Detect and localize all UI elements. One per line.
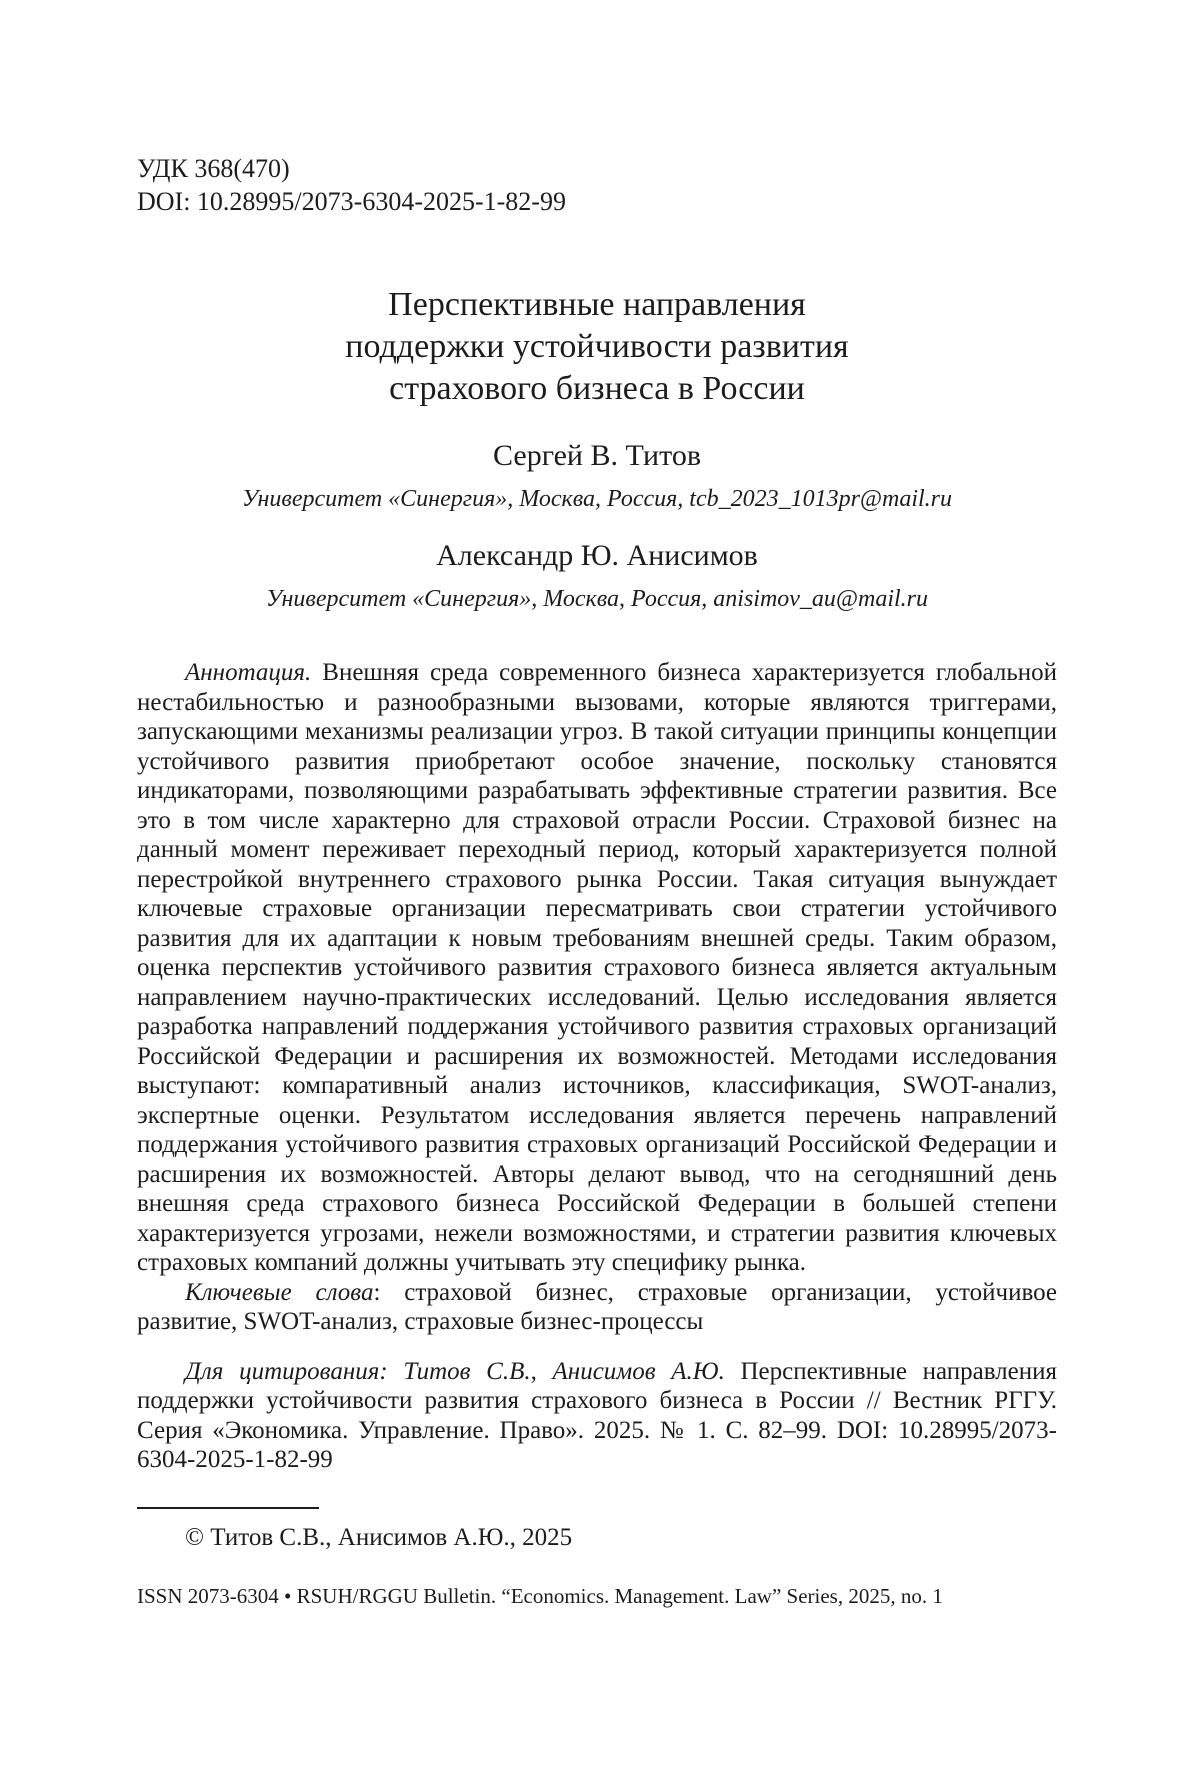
title-line-3: страхового бизнеса в России xyxy=(137,368,1057,410)
keywords-text: : страховой бизнес, страховые организации, устойчивое развитие, SWOT-анализ, страховые бизнес-процессы xyxy=(137,1279,1057,1336)
article-meta xyxy=(137,152,1057,218)
title-line-2: поддержки устойчивости развития xyxy=(137,326,1057,368)
journal-footer: ISSN 2073-6304 • RSUH/RGGU Bulletin. “Economics. Management. Law” Series, 2025, no. 1 xyxy=(137,1583,1057,1609)
footnote-divider xyxy=(137,1507,319,1509)
author-affiliation: Университет «Синергия», Москва, Россия, anisimov_au@mail.ru xyxy=(137,584,1057,614)
author-name: Александр Ю. Анисимов xyxy=(137,538,1057,574)
abstract xyxy=(137,658,1057,1278)
author-affiliation: Университет «Синергия», Москва, Россия, tcb_2023_1013pr@mail.ru xyxy=(137,484,1057,514)
udk-code: УДК 368(470) xyxy=(137,152,1057,185)
copyright-notice: © Титов С.В., Анисимов А.Ю., 2025 xyxy=(137,1523,1057,1553)
citation-label: Для цитирования: Титов С.В., Анисимов А.Ю. xyxy=(185,1358,725,1385)
author-name: Сергей В. Титов xyxy=(137,438,1057,474)
article-title xyxy=(137,284,1057,410)
keywords xyxy=(137,1278,1057,1337)
citation xyxy=(137,1357,1057,1475)
abstract-text: Внешняя среда современного бизнеса характеризуется глобальной нестабильностью и разнообразными вызовами, которые являются триггерами, запускающими механизмы реализации угроз. В такой ситуации принципы концепции устойчивого развития приобретают особое значение, поскольку становятся индикаторами, позволяющими разрабатывать эффективные стратегии развития. Все это в том числе характерно для страховой отрасли России. Страховой бизнес на данный момент переживает переходный период, который характеризуется полной перестройкой внутреннего страхового рынка России. Такая ситуация вынуждает ключевые страховые организации пересматривать свои стратегии устойчивого развития для их адаптации к новым требованиям внешней среды. Таким образом, оценка перспектив устойчивого развития страхового бизнеса является актуальным направлением научно-практических исследований. Целью исследования является разработка направлений поддержания устойчивого развития страховых организаций Российской Федерации и расширения их возможностей. Методами исследования выступают: компаративный анализ источников, классификация, SWOT-анализ, экспертные оценки. Результатом исследования является перечень направлений поддержания устойчивого развития страховых организаций Российской Федерации и расширения их возможностей. Авторы делают вывод, что на сегодняшний день внешняя среда страхового бизнеса Российской Федерации в большей степени характеризуется угрозами, нежели возможностями, и стратегии развития ключевых страховых компаний должны учитывать эту специфику рынка. xyxy=(137,659,1057,1276)
article-page xyxy=(137,152,1057,1609)
doi: DOI: 10.28995/2073-6304-2025-1-82-99 xyxy=(137,185,1057,218)
abstract-label: Аннотация. xyxy=(185,659,311,686)
title-line-1: Перспективные направления xyxy=(137,284,1057,326)
keywords-label: Ключевые слова xyxy=(185,1279,373,1306)
citation-text: Перспективные направления поддержки устойчивости развития страхового бизнеса в России // Вестник РГГУ. Серия «Экономика. Управление. Право». 2025. № 1. С. 82–99. DOI: 10.28995/2073-6304-2025-1-82-99 xyxy=(137,1358,1057,1474)
